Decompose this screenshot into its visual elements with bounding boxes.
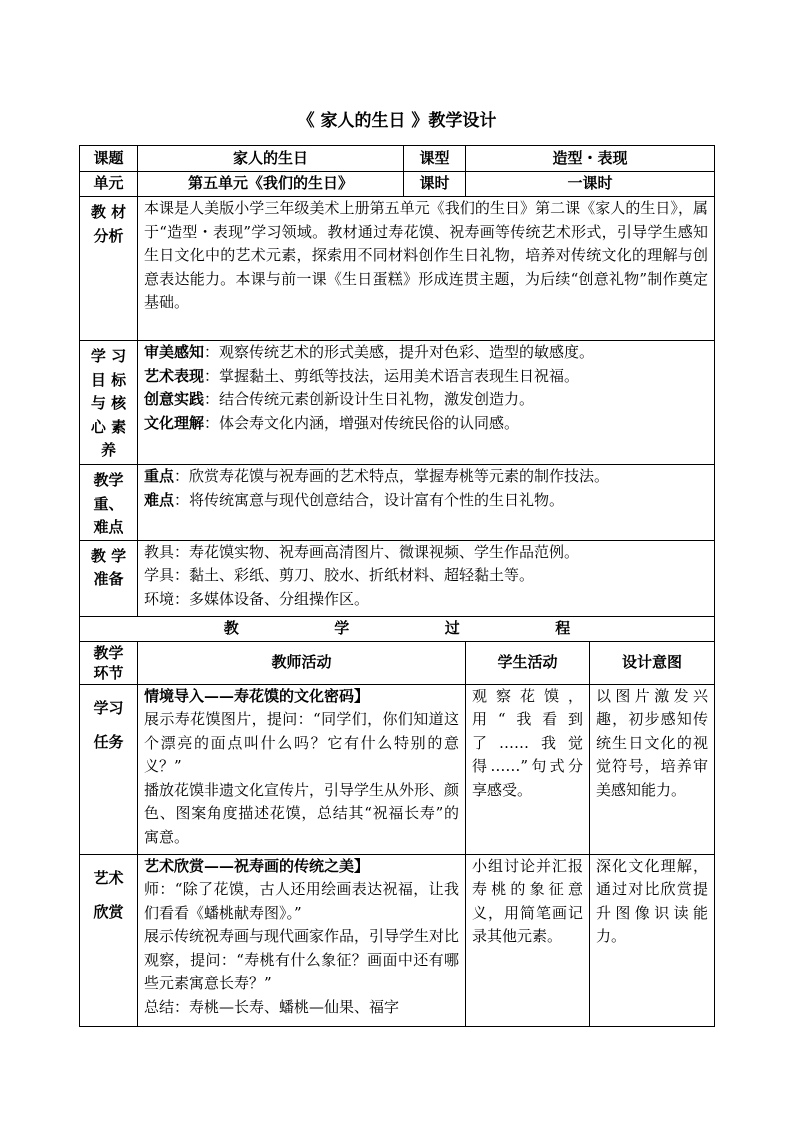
lesson-plan-table <box>79 145 715 1027</box>
col-student-header: 学生活动 <box>466 641 590 684</box>
teacher-text: 播放花馍非遗文化宣传片，引导学生从外形、颜色、图案角度描述花馍，总结其“祝福长寿”的寓意。 <box>144 780 460 846</box>
goal-term: 文化理解 <box>144 413 205 432</box>
goals-label-line: 养 <box>100 441 116 459</box>
design-intent: 以图片激发兴趣，初步感知传统生日文化的视觉符号，培养审美感知能力。 <box>590 684 715 854</box>
teacher-text: 展示传统祝寿画与现代画家作品，引导学生对比观察，提问：“寿桃有什么象征？画面中还有哪些元素寓意长寿？” <box>144 927 460 992</box>
analysis-label-line: 教 材 <box>90 203 127 221</box>
goal-term: 创意实践 <box>144 390 205 408</box>
goal-item <box>144 365 708 389</box>
goal-term: 审美感知 <box>144 343 205 361</box>
student-activity: 小组讨论并汇报寿桃的象征意义，用简笔画记录其他元素。 <box>466 854 590 1026</box>
keypoints-label-line: 教学 <box>93 471 124 489</box>
teacher-text: 展示寿花馍图片，提问：“同学们，你们知道这个漂亮的面点叫什么吗？它有什么特别的意义？” <box>144 710 459 775</box>
process-row <box>80 684 715 854</box>
stage-line: 学习 <box>93 698 124 717</box>
keypoints-label-line: 重、 <box>93 494 124 513</box>
student-activity: 观察花馍，用“我看到了……我觉得……”句式分享感受。 <box>466 684 590 854</box>
teacher-heading: 艺术欣赏——祝寿画的传统之美】 <box>144 856 370 875</box>
goal-text: ：观察传统艺术的形式美感，提升对色彩、造型的敏感度。 <box>204 343 595 361</box>
preparation-line: 环境：多媒体设备、分组操作区。 <box>144 589 370 608</box>
stage-line: 任务 <box>93 732 124 751</box>
col-stage-line: 教学 <box>93 643 124 662</box>
goal-item <box>144 412 708 436</box>
topic-value: 家人的生日 <box>138 146 404 172</box>
key-text: ：欣赏寿花馍与祝寿画的艺术特点，掌握寿桃等元素的制作技法。 <box>174 467 610 485</box>
hard-term: 难点 <box>144 490 175 509</box>
col-stage-header <box>80 641 138 684</box>
key-term: 重点 <box>144 467 175 485</box>
stage-cell <box>80 854 138 1026</box>
unit-value: 第五单元《我们的生日》 <box>138 172 404 197</box>
hard-text: ：将传统寓意与现代创意结合，设计富有个性的生日礼物。 <box>174 490 565 509</box>
page-title: 《 家人的生日 》教学设计 <box>297 111 497 131</box>
analysis-row <box>80 197 715 341</box>
teacher-text: 总结：寿桃—长寿、蟠桃—仙果、福字 <box>144 997 400 1016</box>
process-heading <box>80 616 715 641</box>
teacher-activity <box>138 684 466 854</box>
type-label: 课型 <box>404 146 466 172</box>
preparation-line: 教具：寿花馍实物、祝寿画高清图片、微课视频、学生作品范例。 <box>144 542 580 561</box>
key-point <box>144 465 708 489</box>
col-stage-line: 环节 <box>93 663 124 682</box>
preparation-content <box>138 540 715 616</box>
goal-text: ：体会寿文化内涵，增强对传统民俗的认同感。 <box>204 413 520 432</box>
stage-cell <box>80 684 138 854</box>
teacher-text: 师：“除了花馍，古人还用绘画表达祝福，让我们看看《蟠桃献寿图》。” <box>144 880 459 922</box>
keypoints-label-line: 难点 <box>93 518 124 536</box>
process-heading-char: 过 <box>444 618 460 637</box>
topic-label: 课题 <box>80 146 138 172</box>
goal-item <box>144 341 708 365</box>
design-intent: 深化文化理解，通过对比欣赏提升图像识读能力。 <box>590 854 715 1026</box>
teacher-activity <box>138 854 466 1026</box>
goals-row <box>80 341 715 465</box>
analysis-label <box>80 197 138 341</box>
unit-label: 单元 <box>80 172 138 197</box>
process-columns-row <box>80 641 715 684</box>
goals-label-line: 目 标 <box>90 370 127 389</box>
goals-label-line: 学 习 <box>90 347 127 365</box>
goals-label-line: 与 核 <box>90 394 127 412</box>
hours-value: 一课时 <box>466 172 715 197</box>
goals-content <box>138 341 715 465</box>
preparation-line: 学具：黏土、彩纸、剪刀、胶水、折纸材料、超轻黏土等。 <box>144 566 535 584</box>
preparation-label-line: 准备 <box>93 570 124 588</box>
process-heading-char: 教 <box>223 618 239 637</box>
process-heading-row <box>80 616 715 641</box>
hard-point <box>144 489 708 513</box>
keypoints-content <box>138 465 715 541</box>
goal-term: 艺术表现 <box>144 366 205 385</box>
keypoints-label <box>80 465 138 541</box>
stage-line: 艺术 <box>93 868 124 887</box>
goal-text: ：结合传统元素创新设计生日礼物，激发创造力。 <box>204 390 535 408</box>
hours-label: 课时 <box>404 172 466 197</box>
type-value: 造型・表现 <box>466 146 715 172</box>
process-heading-char: 程 <box>555 618 571 637</box>
col-intent-header: 设计意图 <box>590 641 715 684</box>
preparation-label-line: 教 学 <box>90 546 127 565</box>
analysis-label-line: 分析 <box>93 226 124 245</box>
goals-label <box>80 341 138 465</box>
unit-row <box>80 172 715 197</box>
process-heading-char: 学 <box>334 618 350 637</box>
stage-line: 欣赏 <box>93 902 124 921</box>
analysis-text: 本课是人美版小学三年级美术上册第五单元《我们的生日》第二课《家人的生日》，属于“造型・表现”学习领域。教材通过寿花馍、祝寿画等传统艺术形式，引导学生感知生日文化中的艺术元素，探索用不同材料创作生日礼物，培养对传统文化的理解与创意表达能力。本课与前一课《生日蛋糕》形成连贯主题，为后续“创意礼物”制作奠定基础。 <box>138 197 715 341</box>
goal-text: ：掌握黏土、剪纸等技法，运用美术语言表现生日祝福。 <box>204 366 580 385</box>
process-row <box>80 854 715 1026</box>
preparation-row <box>80 540 715 616</box>
keypoints-row <box>80 465 715 541</box>
topic-row <box>80 146 715 172</box>
goal-item <box>144 388 708 412</box>
preparation-label <box>80 540 138 616</box>
teacher-heading: 情境导入——寿花馍的文化密码】 <box>144 686 370 705</box>
col-teacher-header: 教师活动 <box>138 641 466 684</box>
goals-label-line: 心 素 <box>90 417 127 436</box>
